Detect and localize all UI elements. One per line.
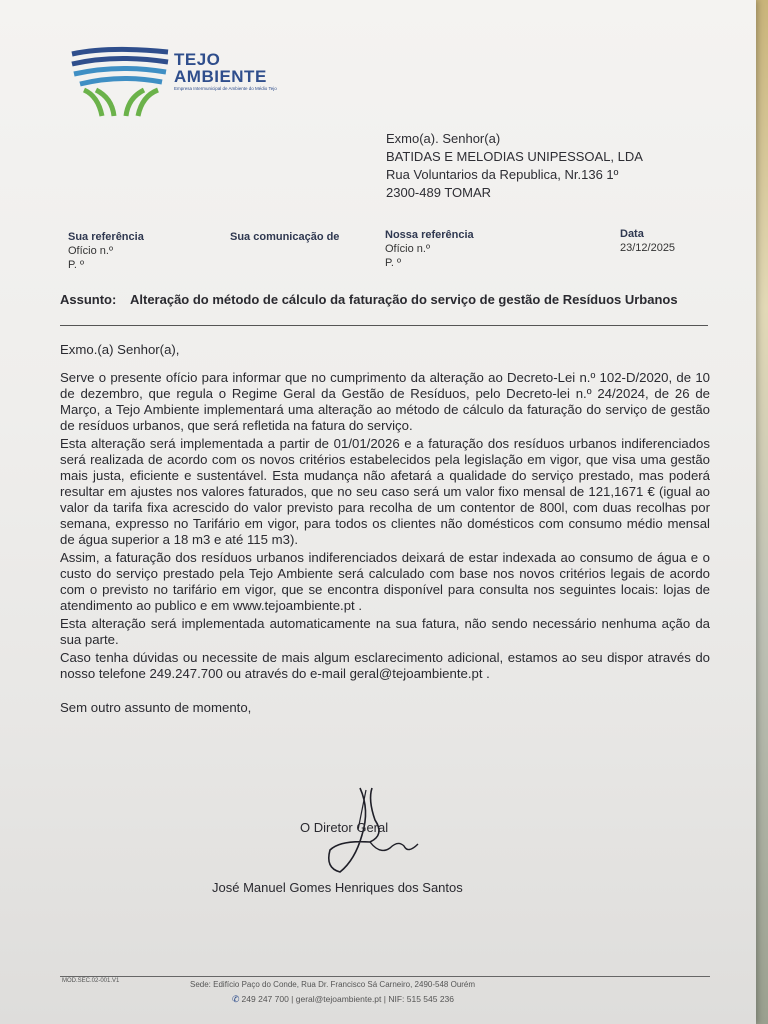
recipient-street: Rua Voluntarios da Republica, Nr.136 1º <box>386 167 619 182</box>
phone-icon: ✆ <box>232 994 240 1004</box>
paragraph-4: Esta alteração será implementada automaticamente na sua fatura, não sendo necessário nenhuma ação da sua parte. <box>60 616 710 647</box>
subject-divider <box>60 325 708 326</box>
logo-tagline: Empresa Intermunicipal de Ambiente do Médio Tejo <box>174 86 277 91</box>
sua-referencia-processo: P. º <box>68 259 85 271</box>
document-date <box>620 227 675 255</box>
sua-referencia <box>68 230 144 272</box>
paragraph-5: Caso tenha dúvidas ou necessite de mais algum esclarecimento adicional, estamos ao seu dispor através do nosso telefone 249.247.700 ou através do e-mail geral@tejoambiente.pt . <box>60 650 710 681</box>
nossa-referencia-oficio: Ofício n.º <box>385 243 430 255</box>
sua-comunicacao <box>230 230 339 244</box>
date-value: 23/12/2025 <box>620 242 676 254</box>
footer-address: Sede: Edifício Paço do Conde, Rua Dr. Francisco Sá Carneiro, 2490-548 Ourém <box>190 980 476 989</box>
subject-label: Assunto: <box>60 292 117 307</box>
signatory-title: O Diretor Geral <box>300 820 389 835</box>
greeting: Exmo.(a) Senhor(a), <box>60 342 180 357</box>
company-logo <box>70 46 280 118</box>
logo-waves-icon <box>70 46 170 118</box>
sua-comunicacao-label: Sua comunicação de <box>230 231 340 243</box>
sua-referencia-oficio: Ofício n.º <box>68 245 113 257</box>
logo-name-line2: AMBIENTE <box>174 67 267 86</box>
sua-referencia-label: Sua referência <box>68 231 144 243</box>
paragraph-3: Assim, a faturação dos resíduos urbanos indiferenciados deixará de estar indexada ao consumo de água e o custo do serviço prestado pela Tejo Ambiente será calculado com base nos novos critérios legais de acordo com o previsto no tarifário em vigor, que se encontra disponível para consulta nos seguintes locais: lojas de atendimento ao publico e em www.tejoambiente.pt . <box>60 550 710 613</box>
subject-text: Alteração do método de cálculo da faturação do serviço de gestão de Resíduos Urbanos <box>130 292 678 307</box>
footer-divider <box>60 976 710 977</box>
nossa-referencia-label: Nossa referência <box>385 229 474 241</box>
signatory-name: José Manuel Gomes Henriques dos Santos <box>212 880 463 895</box>
date-label: Data <box>620 228 644 240</box>
logo-name-line1: TEJO <box>174 50 221 69</box>
form-code: MOD.SEC.02-001.V1 <box>62 978 120 984</box>
footer-contacts-text: 249 247 700 | geral@tejoambiente.pt | NIF: 515 545 236 <box>241 994 455 1004</box>
letter-body <box>60 342 710 718</box>
footer-contacts <box>232 994 454 1005</box>
recipient-company: BATIDAS E MELODIAS UNIPESSOAL, LDA <box>386 149 643 164</box>
paragraph-2: Esta alteração será implementada a partir de 01/01/2026 e a faturação dos resíduos urbanos indiferenciados será realizada de acordo com os novos critérios estabelecidos pela legislação em vigor, que visa uma gestão mais justa, eficiente e sustentável. Esta mudança não afetará a qualidade do serviço prestado, mas poderá resultar em ajustes nos valores faturados, que no seu caso será um valor fixo mensal de 121,1671 € (igual ao valor da tarifa fixa acrescido do valor previsto para recolha de um contentor de 800l, com duas recolhas por semana, expresso no Tarifário em vigor, para todos os clientes não domésticos com consumo médio mensal de água superior a 18 m3 e até 115 m3). <box>60 436 710 547</box>
nossa-referencia-processo: P. º <box>385 257 402 269</box>
recipient-salutation: Exmo(a). Senhor(a) <box>386 131 501 146</box>
recipient-address <box>386 130 643 202</box>
paragraph-1: Serve o presente ofício para informar que no cumprimento da alteração ao Decreto-Lei n.º 102-D/2020, de 10 de dezembro, que regula o Regime Geral da Gestão de Resíduos, pelo Decreto-lei n.º 24/2024, de 26 de Março, a Tejo Ambiente implementará uma alteração ao método de cálculo da faturação do serviço de gestão de resíduos urbanos, que será refletida na fatura do serviço. <box>60 370 710 433</box>
nossa-referencia <box>385 228 474 270</box>
closing: Sem outro assunto de momento, <box>60 700 252 715</box>
recipient-postal: 2300-489 TOMAR <box>386 185 492 200</box>
